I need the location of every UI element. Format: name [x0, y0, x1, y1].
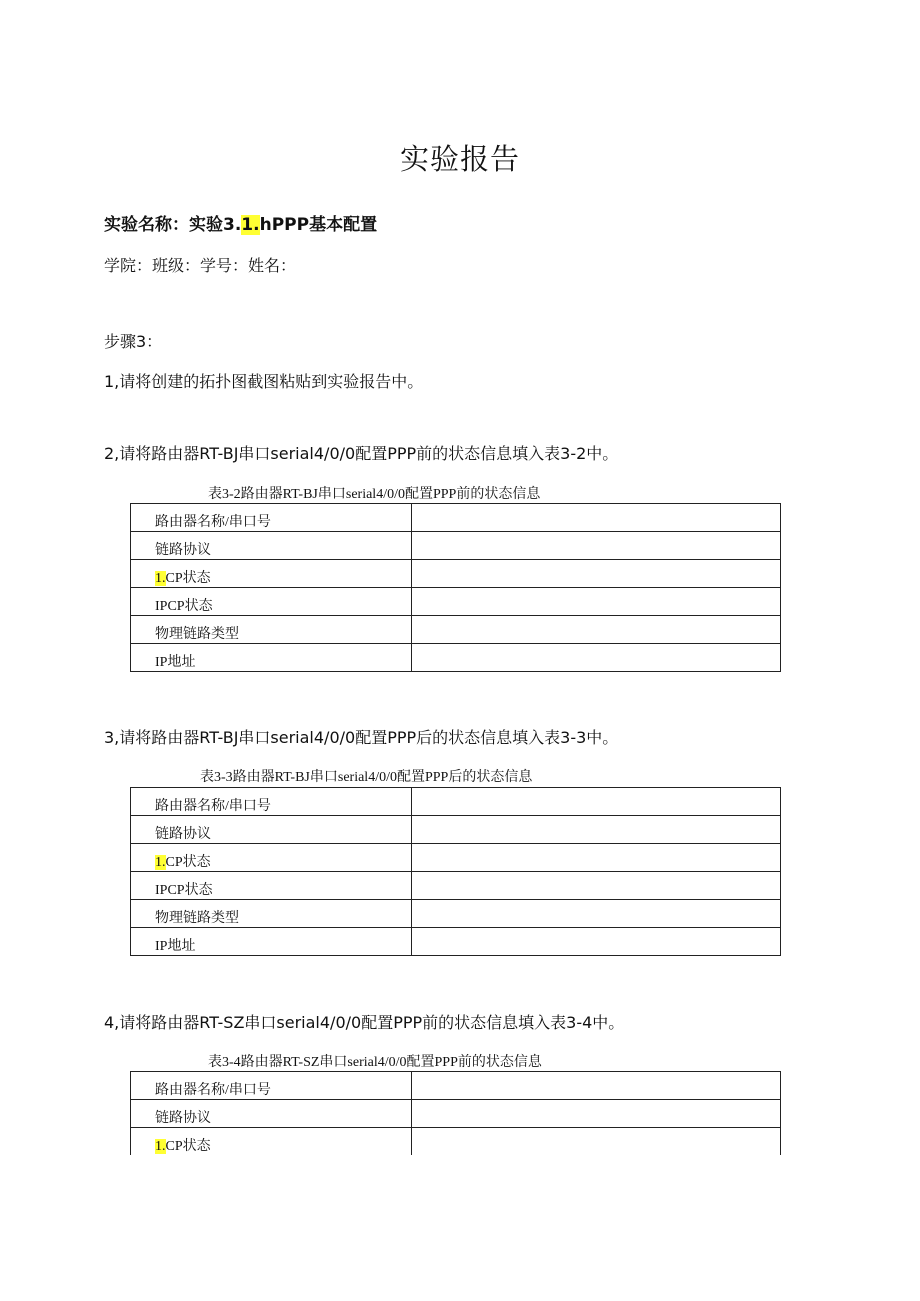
row-value-cell[interactable] — [412, 1128, 781, 1156]
row-label: IP地址 — [155, 939, 196, 954]
row-label: 路由器名称/串口号 — [155, 1083, 271, 1098]
row-label: IP地址 — [155, 655, 196, 670]
row-label-cell — [131, 616, 412, 644]
experiment-name-suffix: hPPP基本配置 — [259, 215, 378, 235]
question-3: 3,请将路由器RT-BJ串口serial4/0/0配置PPP后的状态信息填入表3-3中。 — [104, 728, 619, 747]
question-1: 1,请将创建的拓扑图截图粘贴到实验报告中。 — [104, 372, 424, 391]
table-caption: 表3-3路由器RT-BJ串口serial4/0/0配置PPP后的状态信息 — [200, 770, 533, 785]
row-label: 物理链路类型 — [155, 911, 239, 926]
row-label: 链路协议 — [155, 1111, 211, 1126]
table-row — [131, 616, 781, 644]
row-label-cell — [131, 844, 412, 872]
table-row — [131, 560, 781, 588]
row-value-cell[interactable] — [412, 588, 781, 616]
student-info-line: 学院：班级：学号：姓名： — [104, 256, 297, 275]
table-caption: 表3-2路由器RT-BJ串口serial4/0/0配置PPP前的状态信息 — [208, 487, 541, 502]
row-label: IPCP状态 — [155, 599, 213, 614]
row-value-cell[interactable] — [412, 560, 781, 588]
row-value-cell[interactable] — [412, 844, 781, 872]
row-label-cell — [131, 788, 412, 816]
table-row — [131, 1100, 781, 1128]
row-label: CP状态 — [165, 571, 211, 586]
row-value-cell[interactable] — [412, 1072, 781, 1100]
row-label-cell — [131, 900, 412, 928]
row-label-cell — [131, 560, 412, 588]
step-heading: 步骤3： — [104, 332, 163, 351]
table-row — [131, 788, 781, 816]
label-highlight: 1. — [155, 571, 166, 586]
table-row — [131, 1072, 781, 1100]
row-label: 路由器名称/串口号 — [155, 515, 271, 530]
row-label: 路由器名称/串口号 — [155, 799, 271, 814]
row-value-cell[interactable] — [412, 928, 781, 956]
table-row — [131, 532, 781, 560]
experiment-name-highlight: 1. — [241, 215, 260, 235]
row-label-cell — [131, 928, 412, 956]
row-value-cell[interactable] — [412, 788, 781, 816]
status-table — [130, 787, 781, 956]
row-value-cell[interactable] — [412, 504, 781, 532]
page-title: 实验报告 — [399, 142, 520, 176]
row-value-cell[interactable] — [412, 816, 781, 844]
row-value-cell[interactable] — [412, 616, 781, 644]
row-label-cell — [131, 504, 412, 532]
label-highlight: 1. — [155, 855, 166, 870]
row-label-cell — [131, 872, 412, 900]
status-table — [130, 1071, 781, 1155]
row-label: 链路协议 — [155, 827, 211, 842]
question-4: 4,请将路由器RT-SZ串口serial4/0/0配置PPP前的状态信息填入表3-4中。 — [104, 1013, 625, 1032]
experiment-name — [104, 210, 377, 235]
row-label: IPCP状态 — [155, 883, 213, 898]
row-label-cell — [131, 532, 412, 560]
row-value-cell[interactable] — [412, 900, 781, 928]
row-value-cell[interactable] — [412, 1100, 781, 1128]
status-table — [130, 503, 781, 672]
row-label-cell — [131, 816, 412, 844]
row-label: CP状态 — [165, 1139, 211, 1154]
row-label-cell — [131, 1072, 412, 1100]
table-row — [131, 872, 781, 900]
row-label: CP状态 — [165, 855, 211, 870]
question-2: 2,请将路由器RT-BJ串口serial4/0/0配置PPP前的状态信息填入表3-2中。 — [104, 444, 619, 463]
row-label: 物理链路类型 — [155, 627, 239, 642]
label-highlight: 1. — [155, 1139, 166, 1154]
row-label-cell — [131, 644, 412, 672]
table-row — [131, 816, 781, 844]
row-label-cell — [131, 1128, 412, 1156]
table-row — [131, 504, 781, 532]
row-value-cell[interactable] — [412, 532, 781, 560]
table-row — [131, 900, 781, 928]
row-value-cell[interactable] — [412, 644, 781, 672]
table-row — [131, 928, 781, 956]
table-row — [131, 1128, 781, 1156]
table-row — [131, 644, 781, 672]
table-caption: 表3-4路由器RT-SZ串口serial4/0/0配置PPP前的状态信息 — [208, 1055, 542, 1070]
row-value-cell[interactable] — [412, 872, 781, 900]
row-label: 链路协议 — [155, 543, 211, 558]
table-row — [131, 588, 781, 616]
row-label-cell — [131, 1100, 412, 1128]
experiment-name-prefix: 实验名称：实验3. — [104, 215, 242, 235]
table-row — [131, 844, 781, 872]
row-label-cell — [131, 588, 412, 616]
